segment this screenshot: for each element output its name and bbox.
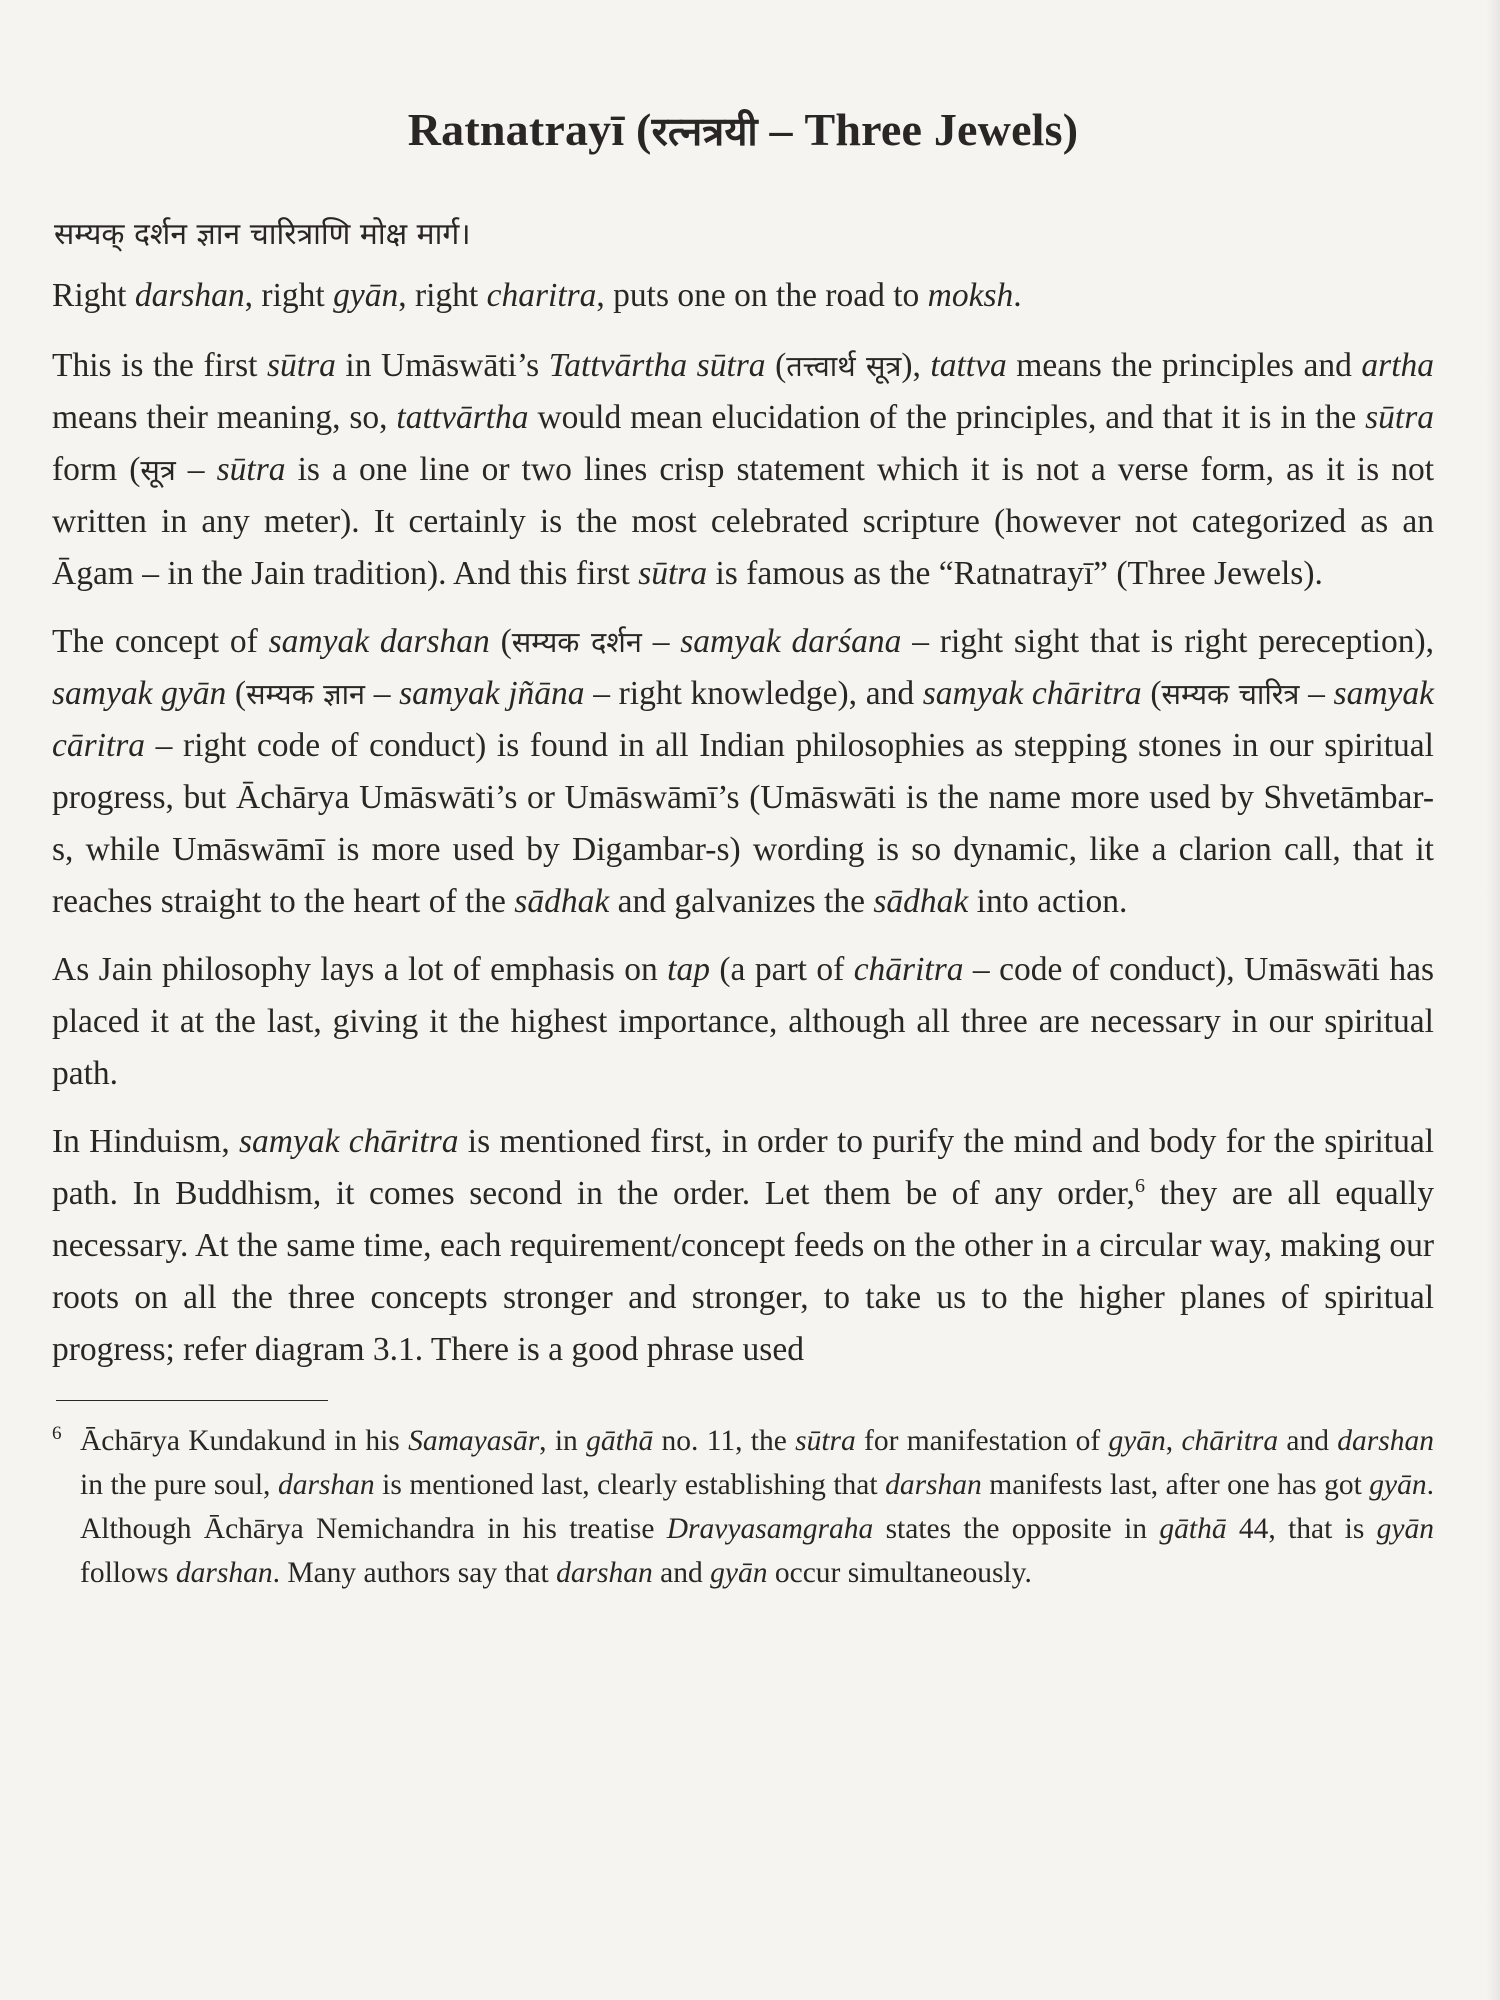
page-edge-shadow xyxy=(1486,0,1500,2000)
paragraph-right-path: Right darshan, right gyān, right charitra, puts one on the road to moksh. xyxy=(52,277,1022,314)
sanskrit-verse: सम्यक् दर्शन ज्ञान चारित्राणि मोक्ष मार्ग। xyxy=(54,217,471,252)
page-title: Ratnatrayī (रत्नत्रयी – Three Jewels) xyxy=(407,104,1079,155)
footnote-reference[interactable]: 6 xyxy=(1134,1174,1145,1197)
paragraph-hinduism-buddhism: In Hinduism, samyak chāritra is mentioned first, in order to purify the mind and body for the spiritual path. In Buddhism, it comes second in the order. Let them be of any order,$^6$ they are all equally necessary. At the same time, each requirement/concept feeds on the other in a circular way, making our roots on all the three concepts stronger and stronger, to take us to the higher planes of spiritual progress; refer diagram 3.1. There is a good phrase used xyxy=(52,1123,1434,1368)
paragraph-tattvartha-sutra: This is the first sūtra in Umāswāti’s Tattvārtha sūtra (तत्त्वार्थ सूत्र), tattva means the principles and artha means their meaning, so, tattvārtha would mean elucidation of the principles, and that it is in the sūtra form (सूत्र – sūtra is a one line or two lines crisp statement which it is not a verse form, as it is not written in any meter). It certainly is the most celebrated scripture (however not categorized as an Āgam – in the Jain tradition). And this first sūtra is famous as the “Ratnatrayī” (Three Jewels). xyxy=(52,347,1435,592)
paragraph-samyak-concepts: The concept of samyak darshan (सम्यक दर्शन – samyak darśana – right sight that is right pereception), samyak gyān (सम्यक ज्ञान – samyak jñāna – right knowledge), and samyak chāritra (सम्यक चारित्र – samyak cāritra – right code of conduct) is found in all Indian philosophies as stepping stones in our spiritual progress, but Āchārya Umāswāti’s or Umāswāmī’s (Umāswāti is the name more used by Shvetāmbar-s, while Umāswāmī is more used by Digambar-s) wording is so dynamic, like a clarion call, that it reaches straight to the heart of the sādhak and galvanizes the sādhak into action. xyxy=(52,623,1434,920)
footnote-6: 6 Āchārya Kundakund in his Samayasār, in gāthā no. 11, the sūtra for manifestation of gyān, chāritra and darshan in the pure soul, darshan is mentioned last, clearly establishing that darshan manifests last, after one has got gyān. Although Āchārya Nemichandra in his treatise Dravyasamgraha states the opposite in gāthā 44, that is gyān follows darshan. Many authors say that darshan and gyān occur simultaneously. xyxy=(52,1423,1435,1589)
footnote-divider xyxy=(56,1400,328,1401)
paragraph-tap-emphasis: As Jain philosophy lays a lot of emphasis on tap (a part of chāritra – code of conduct), Umāswāti has placed it at the last, giving it the highest importance, although all three are necessary in our spiritual path. xyxy=(52,951,1434,1092)
